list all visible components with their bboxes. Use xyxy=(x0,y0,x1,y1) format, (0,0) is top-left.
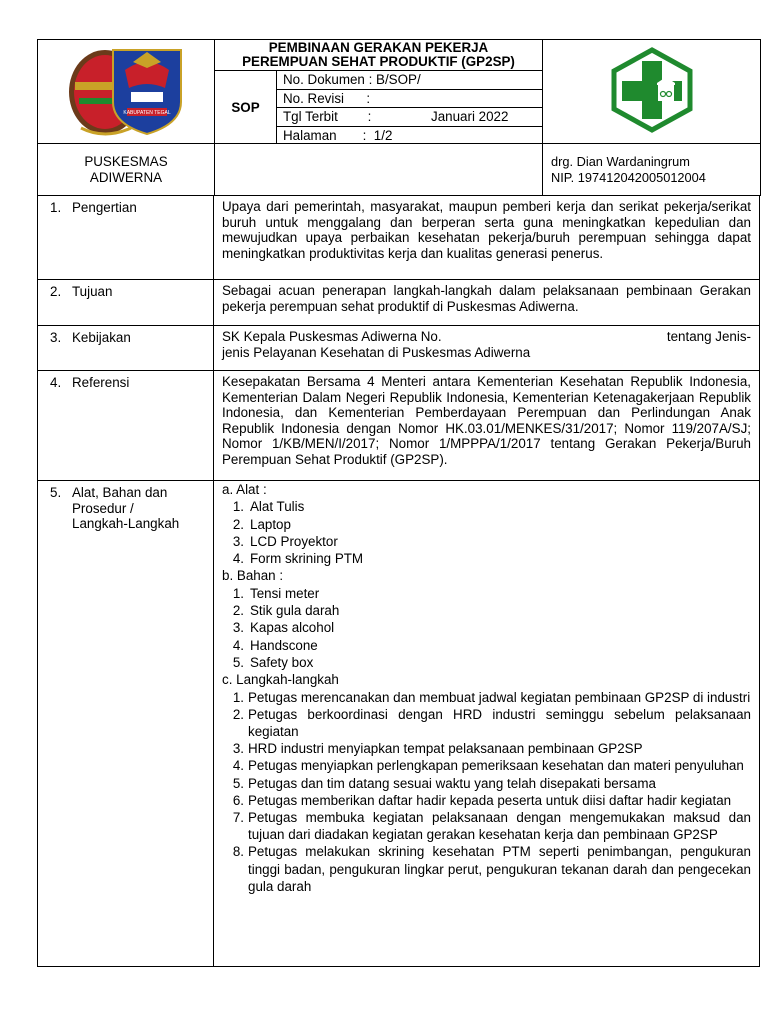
revision-number: No. Revisi : xyxy=(277,90,542,109)
list-item: 1. Tensi meter xyxy=(232,585,320,601)
svg-text:KABUPATEN TEGAL: KABUPATEN TEGAL xyxy=(123,110,171,116)
bahan-title: b. Bahan : xyxy=(222,568,284,584)
section-tujuan: 2. Tujuan Sebagai acuan penerapan langkah-langkah dalam pelaksanaan pembinaan Gerakan pekerja perempuan sehat produktif di Puskesmas Adiwerna. xyxy=(37,280,760,326)
list-item: 2. Laptop xyxy=(232,516,291,532)
section-referensi: 4. Referensi Kesepakatan Bersama 4 Menteri antara Kementerian Kesehatan Republik Indonesia, Kementerian Dalam Negeri Republik Indonesia, Kementerian Ketenagakerjaan Republik Indonesia, dan Kementerian Pemberdayaan Perempuan dan Perlindungan Anak Republik Indonesia dengan Nomor HK.03.01/MENKES/31/2017; Nomor 119/207A/SJ; Nomor 1/KB/MEN/I/2017; Nomor 1/MPPPA/1/2017 tentang Gerakan Pekerja/Buruh Perempuan Sehat Produktif (GP2SP). xyxy=(37,371,760,481)
document-title: PEMBINAAN GERAKAN PEKERJA PEREMPUAN SEHAT PRODUKTIF (GP2SP) xyxy=(215,40,542,71)
title-block xyxy=(215,40,543,144)
alat-title: a. Alat : xyxy=(222,482,267,497)
sop-document xyxy=(37,39,760,967)
left-logo-cell xyxy=(38,40,215,144)
issue-date: Tgl Terbit : Januari 2022 xyxy=(277,108,542,127)
page-number: Halaman : 1/2 xyxy=(283,127,393,143)
list-item: 4. Form skrining PTM xyxy=(232,551,364,567)
list-item: 6. Petugas memberikan daftar hadir kepada peserta untuk diisi daftar hadir kegiatan xyxy=(232,792,732,808)
list-item: 3. HRD industri menyiapkan tempat pelaksanaan pembinaan GP2SP xyxy=(232,741,643,757)
section-kebijakan: 3. Kebijakan SK Kepala Puskesmas Adiwerna No. tentang Jenis- jenis Pelayanan Kesehatan di Puskesmas Adiwerna xyxy=(37,326,760,371)
list-item: 3. LCD Proyektor xyxy=(232,533,338,549)
signer-block: drg. Dian Wardaningrum NIP. 197412042005012004 xyxy=(543,144,761,196)
kabupaten-tegal-emblem-icon xyxy=(61,42,191,138)
doc-number: No. Dokumen : B/SOP/ xyxy=(277,71,542,90)
list-item: 8. Petugas melakukan skrining kesehatan PTM seperti penimbangan, pengukuran tinggi badan, pengukuran lingkar perut, pengukuran tekanan darah dan pengecekan gula darah xyxy=(232,844,751,894)
list-item: 1. Alat Tulis xyxy=(232,499,305,515)
section-prosedur: 5. Alat, Bahan dan Prosedur / Langkah-Langkah a. Alat : 1. Alat Tulis 2. Laptop 3. LCD Proyektor 4. Form skrining PTM b. Bahan : 1. Tensi meter 2. Stik gula darah 3. Kapas alcohol 4. Handscone 5. Safety box c. Langkah-langkah 1. Petugas merencanakan dan membuat jadwal kegiatan pembinaan GP2SP di industri 2. Petugas berkoordinasi dengan HRD industri seminggu sebelum pelaksanaan kegiatan 3. HRD industri menyiapkan tempat pelaksanaan pembinaan GP2SP 4. Petugas menyiapkan perlengkapan pemeriksaan kesehatan dan materi penyuluhan 5. Petugas dan tim datang sesuai waktu yang telah disepakati bersama 6. Petugas memberikan daftar hadir kepada peserta untuk diisi daftar hadir kegiatan 7. Petugas membuka kegiatan pelaksanaan dengan mengemukakan maksud dan tujuan dari diadakan kegiatan gerakan kesehatan kerja dan pembinaan GP2SP 8. Petugas melakukan skrining kesehatan PTM seperti penimbangan, pengukuran tinggi badan, pengukuran lingkar perut, pengukuran tekanan darah dan pengecekan gula darah xyxy=(37,481,760,967)
list-item: 7. Petugas membuka kegiatan pelaksanaan dengan mengemukakan maksud dan tujuan dari diadakan kegiatan gerakan kesehatan kerja dan pembinaan GP2SP xyxy=(232,809,751,843)
list-item: 4. Petugas menyiapkan perlengkapan pemeriksaan kesehatan dan materi penyuluhan xyxy=(232,758,744,774)
right-logo-cell xyxy=(543,40,761,144)
list-item: 3. Kapas alcohol xyxy=(232,620,335,636)
sop-label: SOP xyxy=(215,71,277,143)
langkah-title: c. Langkah-langkah xyxy=(222,672,339,688)
puskesmas-logo-icon xyxy=(609,47,695,133)
alat-list xyxy=(222,498,751,567)
bahan-list xyxy=(222,585,751,671)
list-item: 5. Safety box xyxy=(232,654,314,670)
langkah-list xyxy=(222,689,751,895)
list-item: 5. Petugas dan tim datang sesuai waktu yang telah disepakati bersama xyxy=(232,775,656,791)
list-item: 4. Handscone xyxy=(232,637,318,653)
puskesmas-name: PUSKESMAS ADIWERNA xyxy=(38,144,215,196)
list-item: 2. Stik gula darah xyxy=(232,603,340,619)
header-table xyxy=(37,39,761,196)
section-pengertian: 1. Pengertian Upaya dari pemerintah, masyarakat, maupun pemberi kerja dan serikat pekerja/serikat buruh untuk menggalang dan berperan serta guna meningkatkan kepedulian dan mewujudkan upaya perbaikan kesehatan pekerja/buruh perempuan sehingga dapat meningkatkan produktivitas kerja dan kualitas generasi penerus. xyxy=(37,196,760,280)
list-item: 1. Petugas merencanakan dan membuat jadwal kegiatan pembinaan GP2SP di industri xyxy=(232,689,751,705)
list-item: 2. Petugas berkoordinasi dengan HRD industri seminggu sebelum pelaksanaan kegiatan xyxy=(232,706,751,739)
